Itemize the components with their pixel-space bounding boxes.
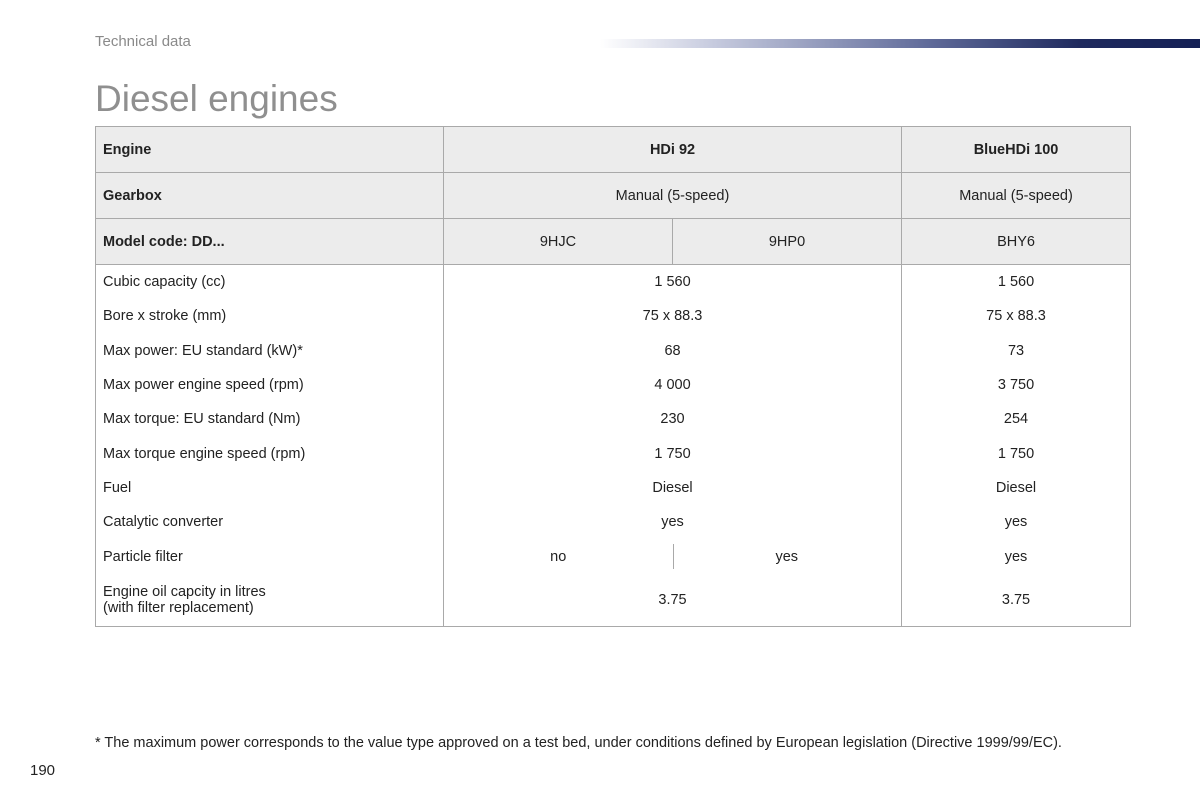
oil-capacity-bluehdi100: 3.75 <box>902 574 1131 627</box>
row-hdi92-value: 1 750 <box>444 436 902 470</box>
row-bluehdi100-value: 1 750 <box>902 436 1131 470</box>
gearbox-row <box>96 173 1131 219</box>
engine-label: Engine <box>96 127 444 173</box>
gearbox-label: Gearbox <box>96 173 444 219</box>
table-row <box>96 299 1131 333</box>
particle-filter-bluehdi100: yes <box>902 539 1131 573</box>
particle-filter-hdi92-a <box>444 539 673 573</box>
table-row <box>96 436 1131 470</box>
particle-filter-hdi92-b: yes <box>673 539 902 573</box>
model-code-hdi92-a: 9HJC <box>444 219 673 265</box>
table-row <box>96 505 1131 539</box>
oil-capacity-label-line1: Engine oil capcity in litres <box>103 583 266 600</box>
model-code-hdi92-b: 9HP0 <box>673 219 902 265</box>
row-hdi92-value: 4 000 <box>444 368 902 402</box>
particle-filter-hdi92-a-value: no <box>550 548 567 565</box>
column-divider <box>673 544 674 568</box>
row-bluehdi100-value: 75 x 88.3 <box>902 299 1131 333</box>
row-label: Cubic capacity (cc) <box>96 265 444 300</box>
gearbox-hdi92: Manual (5-speed) <box>444 173 902 219</box>
row-bluehdi100-value: 254 <box>902 402 1131 436</box>
engine-hdi92-header: HDi 92 <box>444 127 902 173</box>
particle-filter-row <box>96 539 1131 573</box>
row-label: Max power engine speed (rpm) <box>96 368 444 402</box>
gearbox-bluehdi100: Manual (5-speed) <box>902 173 1131 219</box>
row-hdi92-value: yes <box>444 505 902 539</box>
table-row <box>96 368 1131 402</box>
row-hdi92-value: 1 560 <box>444 265 902 300</box>
table-row <box>96 334 1131 368</box>
row-hdi92-value: 230 <box>444 402 902 436</box>
row-bluehdi100-value: 73 <box>902 334 1131 368</box>
row-bluehdi100-value: 3 750 <box>902 368 1131 402</box>
header-gradient-bar <box>600 39 1200 48</box>
oil-capacity-label <box>96 574 444 627</box>
row-label: Catalytic converter <box>96 505 444 539</box>
row-label: Fuel <box>96 471 444 505</box>
row-hdi92-value: 75 x 88.3 <box>444 299 902 333</box>
footnote: * The maximum power corresponds to the value type approved on a test bed, under conditions defined by European legislation (Directive 1999/99/EC). <box>95 735 1062 751</box>
row-label: Bore x stroke (mm) <box>96 299 444 333</box>
oil-capacity-row <box>96 574 1131 627</box>
engine-spec-table <box>95 126 1131 627</box>
table-row <box>96 265 1131 300</box>
engine-bluehdi100-header: BlueHDi 100 <box>902 127 1131 173</box>
engine-header-row <box>96 127 1131 173</box>
row-label: Max torque: EU standard (Nm) <box>96 402 444 436</box>
section-label: Technical data <box>95 33 191 50</box>
row-hdi92-value: 68 <box>444 334 902 368</box>
row-bluehdi100-value: 1 560 <box>902 265 1131 300</box>
page-title: Diesel engines <box>95 78 338 119</box>
row-bluehdi100-value: yes <box>902 505 1131 539</box>
page-number: 190 <box>30 762 56 779</box>
particle-filter-label: Particle filter <box>96 539 444 573</box>
table-row <box>96 471 1131 505</box>
model-code-row <box>96 219 1131 265</box>
row-label: Max torque engine speed (rpm) <box>96 436 444 470</box>
oil-capacity-hdi92: 3.75 <box>444 574 902 627</box>
model-code-label: Model code: DD... <box>96 219 444 265</box>
model-code-bluehdi100: BHY6 <box>902 219 1131 265</box>
row-label: Max power: EU standard (kW)* <box>96 334 444 368</box>
oil-capacity-label-line2: (with filter replacement) <box>103 599 254 616</box>
table-row <box>96 402 1131 436</box>
row-hdi92-value: Diesel <box>444 471 902 505</box>
row-bluehdi100-value: Diesel <box>902 471 1131 505</box>
